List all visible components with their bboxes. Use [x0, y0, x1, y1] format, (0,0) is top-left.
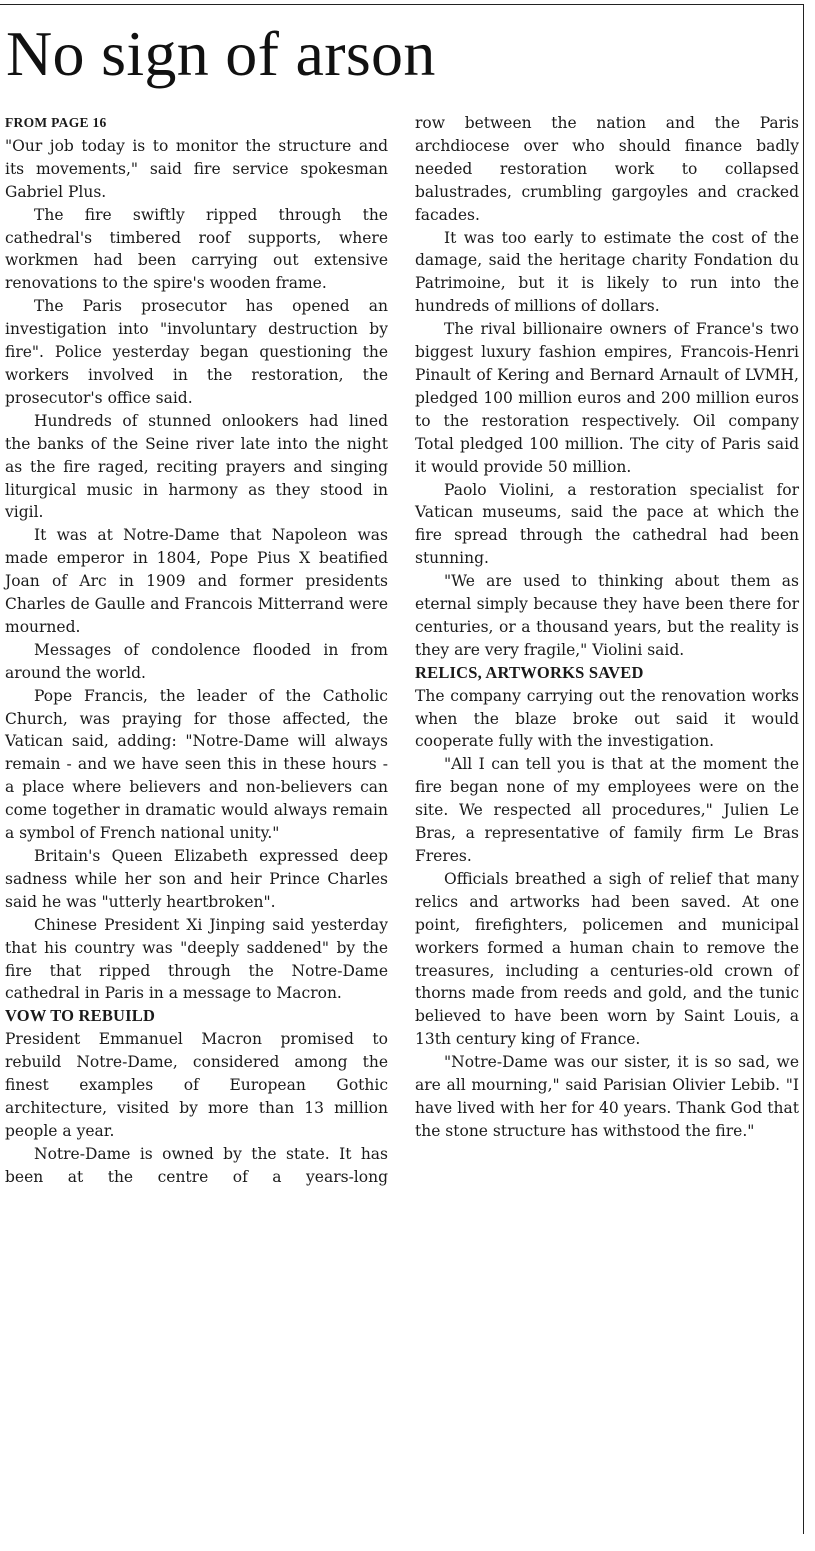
paragraph: Notre-Dame is owned by the state. It has been at the centre of a years-long	[5, 1144, 388, 1186]
paragraph: It was at Notre-Dame that Napoleon was made emperor in 1804, Pope Pius X beatified Joan of Arc in 1909 and former presidents Charles de Gaulle and Francois Mitterrand were mourned.	[5, 526, 388, 636]
headline: No sign of arson	[6, 18, 436, 89]
paragraph: The rival billionaire owners of France's two biggest luxury fashion empires, Francois-Henri Pinault of Kering and Bernard Arnault of LVMH, pledged 100 million euros and 200 million euros to the restoration respectively. Oil company Total pledged 100 million. The city of Paris said it would provide 50 million.	[415, 320, 799, 476]
paragraph: Britain's Queen Elizabeth expressed deep sadness while her son and heir Prince Charles said he was "utterly heartbroken".	[5, 847, 388, 911]
right-column	[415, 112, 799, 1143]
paragraph: row between the nation and the Paris archdiocese over who should finance badly needed restoration work to collapsed balustrades, crumbling gargoyles and cracked facades.	[415, 114, 799, 224]
column-rule	[803, 4, 804, 1534]
paragraph: It was too early to estimate the cost of the damage, said the heritage charity Fondation du Patrimoine, but it is likely to run into the hundreds of millions of dollars.	[415, 228, 799, 316]
top-rule	[0, 4, 803, 5]
paragraph: "Notre-Dame was our sister, it is so sad, we are all mourning," said Parisian Olivier Lebib. "I have lived with her for 40 years. Thank God that the stone structure has withstood the fire."	[415, 1053, 799, 1140]
paragraph: "All I can tell you is that at the moment the fire began none of my employees were on the site. We respected all procedures," Julien Le Bras, a representative of family firm Le Bras Freres.	[415, 755, 799, 865]
paragraph: The fire swiftly ripped through the cathedral's timbered roof supports, where workmen had been carrying out extensive renovations to the spire's wooden frame.	[5, 205, 388, 293]
subhead-relics-artworks-saved: RELICS, ARTWORKS SAVED	[415, 662, 644, 682]
paragraph: Messages of condolence flooded in from around the world.	[5, 640, 388, 682]
paragraph: Hundreds of stunned onlookers had lined the banks of the Seine river late into the night as the fire raged, reciting prayers and singing liturgical music in harmony as they stood in vigil.	[5, 411, 388, 522]
paragraph: The Paris prosecutor has opened an investigation into "involuntary destruction by fire". Police yesterday began questioning the workers involved in the restoration, the prosecutor's office said.	[5, 297, 388, 407]
paragraph: President Emmanuel Macron promised to rebuild Notre-Dame, considered among the finest examples of European Gothic architecture, visited by more than 13 million people a year.	[5, 1030, 388, 1140]
paragraph: Officials breathed a sigh of relief that many relics and artworks had been saved. At one point, firefighters, policemen and municipal workers formed a human chain to remove the treasures, including a centuries-old crown of thorns made from reeds and gold, and the tunic believed to have been worn by Saint Louis, a 13th century king of France.	[415, 869, 799, 1049]
left-column	[5, 112, 388, 1189]
paragraph: Paolo Violini, a restoration specialist for Vatican museums, said the pace at which the fire spread through the cathedral had been stunning.	[415, 480, 799, 568]
subhead-vow-to-rebuild: VOW TO REBUILD	[5, 1006, 156, 1026]
paragraph: "Our job today is to monitor the structure and its movements," said fire service spokesman Gabriel Plus.	[5, 136, 388, 201]
paragraph: Pope Francis, the leader of the Catholic Church, was praying for those affected, the Vatican said, adding: "Notre-Dame will always remain - and we have seen this in these hours - a place where believers and non-believers can come together in dramatic would always remain a symbol of French national unity."	[5, 686, 388, 843]
kicker: FROM PAGE 16	[5, 115, 107, 130]
paragraph: "We are used to thinking about them as eternal simply because they have been there for centuries, or a thousand years, but the reality is they are very fragile," Violini said.	[415, 572, 799, 659]
paragraph: Chinese President Xi Jinping said yesterday that his country was "deeply saddened" by the fire that ripped through the Notre-Dame cathedral in Paris in a message to Macron.	[5, 915, 388, 1003]
paragraph: The company carrying out the renovation works when the blaze broke out said it would cooperate fully with the investigation.	[415, 686, 799, 751]
